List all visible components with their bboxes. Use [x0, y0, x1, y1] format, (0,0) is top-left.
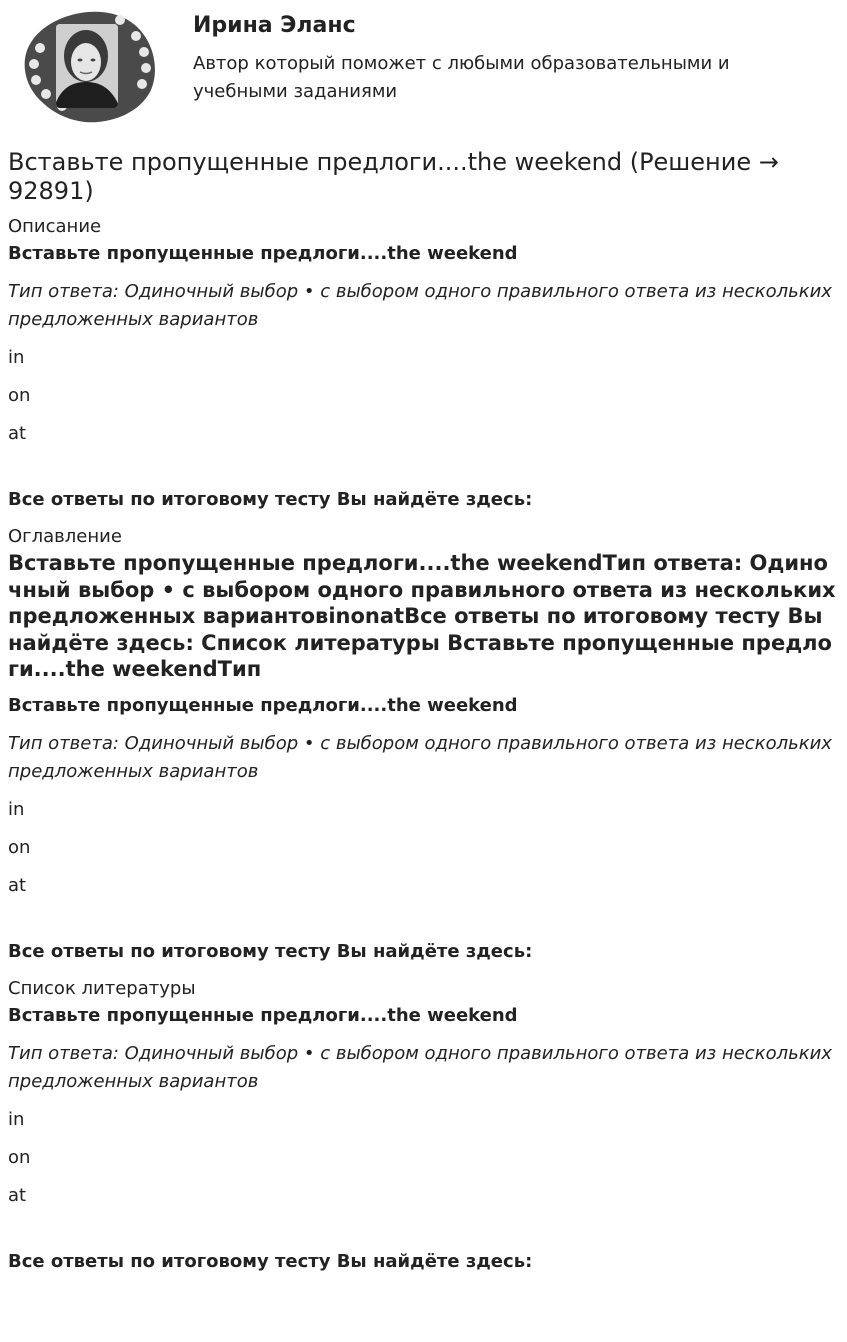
- spacer: [8, 458, 839, 486]
- option-on: on: [8, 836, 31, 858]
- toc-section: [8, 524, 839, 966]
- answer-type: Тип ответа: Одиночный выбор • с выбором одного правильного ответа из нескольких предложенных вариантов: [8, 1042, 832, 1092]
- spacer: [8, 910, 839, 938]
- option-in: in: [8, 347, 25, 368]
- toc-text[interactable]: Вставьте пропущенные предлоги....the weekendТип ответа: Одиночный выбор • с выбором одного правильного ответа из нескольких предложенных вариантовinonatВсе ответы по итоговому тесту Вы найдёте здесь: Список литературы Вставьте пропущенные предлоги....the weekendТип: [8, 551, 836, 681]
- description-section: [8, 214, 839, 514]
- question-title: Вставьте пропущенные предлоги....the weekend: [8, 1004, 518, 1026]
- option-on: on: [8, 1146, 31, 1168]
- literature-section: [8, 976, 839, 1276]
- literature-label: Список литературы: [8, 977, 196, 999]
- author-info: [193, 12, 813, 106]
- author-description: Автор который поможет с любыми образовательными и учебными заданиями: [193, 53, 730, 102]
- question-title: Вставьте пропущенные предлоги....the weekend: [8, 694, 518, 716]
- option-on: on: [8, 385, 31, 406]
- author-avatar[interactable]: [16, 6, 158, 126]
- all-answers-link[interactable]: Все ответы по итоговому тесту Вы найдёте здесь:: [8, 940, 533, 962]
- option-at: at: [8, 1184, 27, 1206]
- toc-label: Оглавление: [8, 526, 122, 547]
- question-title: Вставьте пропущенные предлоги....the weekend: [8, 243, 518, 264]
- all-answers-link[interactable]: Все ответы по итоговому тесту Вы найдёте здесь:: [8, 1250, 533, 1272]
- author-card: [8, 0, 839, 130]
- option-at: at: [8, 423, 27, 444]
- description-label: Описание: [8, 216, 102, 237]
- author-name[interactable]: Ирина Эланс: [193, 13, 356, 38]
- all-answers-link[interactable]: Все ответы по итоговому тесту Вы найдёте здесь:: [8, 489, 533, 510]
- page-title: Вставьте пропущенные предлоги....the weekend (Решение → 92891): [8, 148, 779, 205]
- option-in: in: [8, 1108, 25, 1130]
- option-in: in: [8, 798, 25, 820]
- option-at: at: [8, 874, 27, 896]
- answer-type: Тип ответа: Одиночный выбор • с выбором одного правильного ответа из нескольких предложенных вариантов: [8, 732, 832, 782]
- spacer: [8, 1220, 839, 1248]
- answer-type: Тип ответа: Одиночный выбор • с выбором одного правильного ответа из нескольких предложенных вариантов: [8, 281, 832, 330]
